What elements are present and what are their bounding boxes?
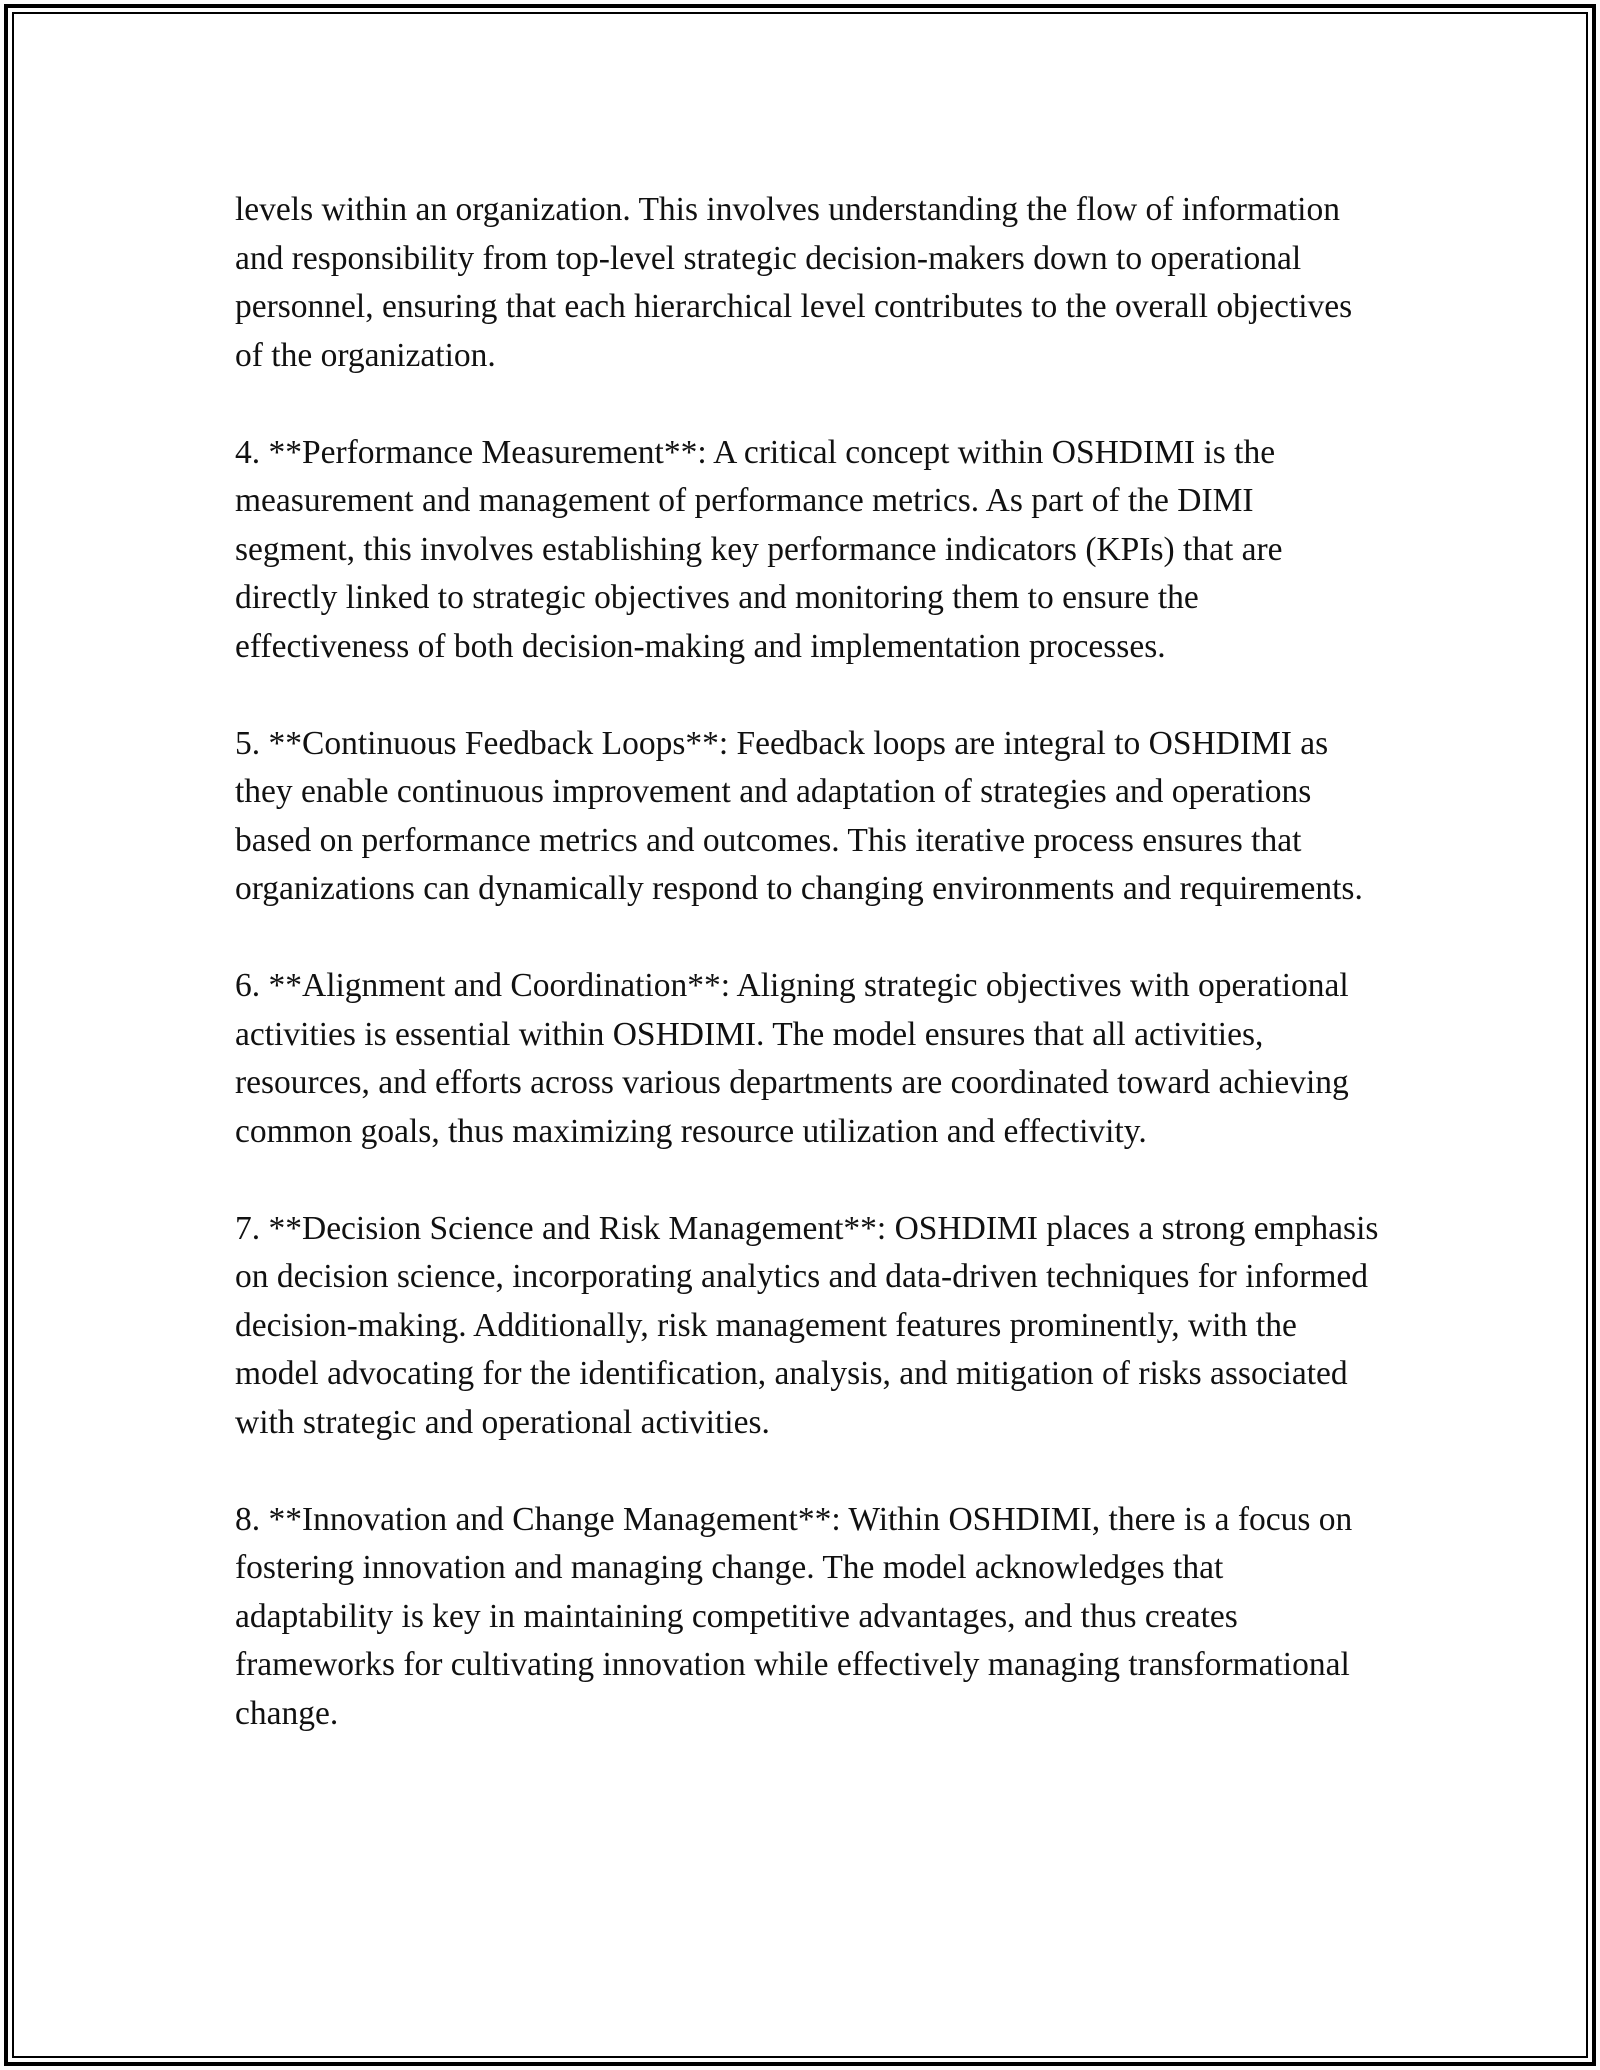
document-body [235, 186, 1380, 1738]
paragraph-decision-science-risk: 7. **Decision Science and Risk Management**: OSHDIMI places a strong emphasis on decision science, incorporating analytics and data-driven techniques for informed decision-making. Additionally, risk management features prominently, with the model advocating for the identification, analysis, and mitigation of risks associated with strategic and operational activities. [235, 1209, 1379, 1441]
paragraph-alignment-coordination: 6. **Alignment and Coordination**: Aligning strategic objectives with operational activities is essential within OSHDIMI. The model ensures that all activities, resources, and efforts across various departments are coordinated toward achieving common goals, thus maximizing resource utilization and effectivity. [235, 967, 1349, 1150]
paragraph-hierarchy-continuation: levels within an organization. This involves understanding the flow of information and responsibility from top-level strategic decision-makers down to operational personnel, ensuring that each hierarchical level contributes to the overall objectives of the organization. [235, 191, 1353, 374]
paragraph-innovation-change: 8. **Innovation and Change Management**: Within OSHDIMI, there is a focus on fostering innovation and managing change. The model acknowledges that adaptability is key in maintaining competitive advantages, and thus creates frameworks for cultivating innovation while effectively managing transformational change. [235, 1500, 1353, 1732]
paragraph-continuous-feedback-loops: 5. **Continuous Feedback Loops**: Feedback loops are integral to OSHDIMI as they enable continuous improvement and adaptation of strategies and operations based on performance metrics and outcomes. This iterative process ensures that organizations can dynamically respond to changing environments and requirements. [235, 724, 1363, 907]
paragraph-performance-measurement: 4. **Performance Measurement**: A critical concept within OSHDIMI is the measurement and management of performance metrics. As part of the DIMI segment, this involves establishing key performance indicators (KPIs) that are directly linked to strategic objectives and monitoring them to ensure the effectiveness of both decision-making and implementation processes. [235, 433, 1283, 665]
